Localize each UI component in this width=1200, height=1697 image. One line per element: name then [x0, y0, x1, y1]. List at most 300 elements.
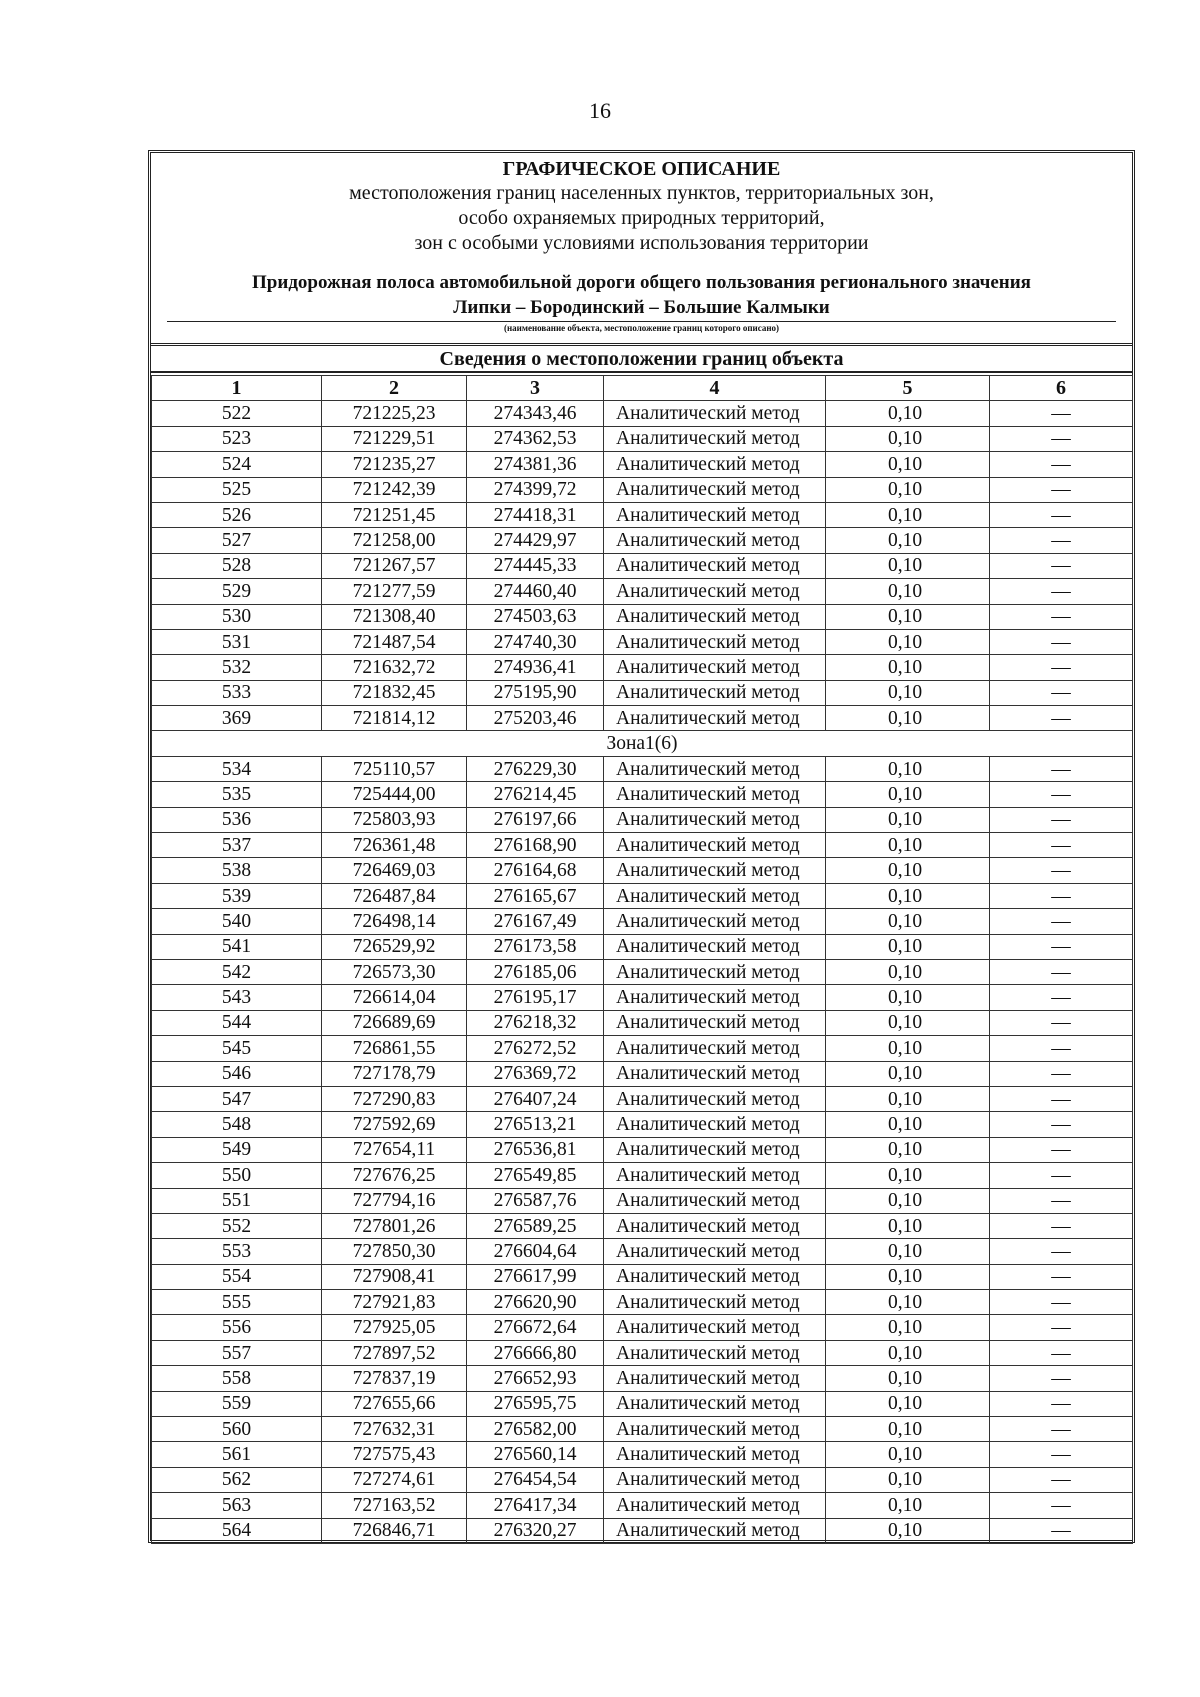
method-cell: Аналитический метод	[604, 655, 826, 680]
y-coordinate-cell: 275203,46	[467, 706, 604, 731]
description-cell: —	[990, 706, 1133, 731]
accuracy-cell: 0,10	[826, 579, 990, 604]
point-number-cell: 538	[152, 858, 322, 883]
method-cell: Аналитический метод	[604, 629, 826, 654]
accuracy-cell: 0,10	[826, 807, 990, 832]
y-coordinate-cell: 276582,00	[467, 1417, 604, 1442]
table-row	[152, 909, 1133, 934]
table-row	[152, 1010, 1133, 1035]
method-cell: Аналитический метод	[604, 1493, 826, 1518]
y-coordinate-cell: 276595,75	[467, 1391, 604, 1416]
y-coordinate-cell: 276167,49	[467, 909, 604, 934]
table-row	[152, 959, 1133, 984]
y-coordinate-cell: 276536,81	[467, 1137, 604, 1162]
point-number-cell: 563	[152, 1493, 322, 1518]
method-cell: Аналитический метод	[604, 1036, 826, 1061]
accuracy-cell: 0,10	[826, 1112, 990, 1137]
y-coordinate-cell: 276195,17	[467, 985, 604, 1010]
accuracy-cell: 0,10	[826, 1264, 990, 1289]
method-cell: Аналитический метод	[604, 909, 826, 934]
x-coordinate-cell: 721225,23	[322, 401, 467, 426]
description-cell: —	[990, 604, 1133, 629]
y-coordinate-cell: 274429,97	[467, 528, 604, 553]
y-coordinate-cell: 276589,25	[467, 1213, 604, 1238]
page-number: 16	[589, 98, 611, 123]
point-number-cell: 562	[152, 1467, 322, 1492]
accuracy-cell: 0,10	[826, 655, 990, 680]
subtitle-line-3: зон с особыми условиями использования территории	[414, 232, 869, 254]
accuracy-cell: 0,10	[826, 1315, 990, 1340]
point-number-cell: 548	[152, 1112, 322, 1137]
point-number-cell: 532	[152, 655, 322, 680]
y-coordinate-cell: 276164,68	[467, 858, 604, 883]
x-coordinate-cell: 727592,69	[322, 1112, 467, 1137]
accuracy-cell: 0,10	[826, 1467, 990, 1492]
description-cell: —	[990, 629, 1133, 654]
y-coordinate-cell: 276165,67	[467, 883, 604, 908]
y-coordinate-cell: 274418,31	[467, 502, 604, 527]
description-cell: —	[990, 1493, 1133, 1518]
description-cell: —	[990, 985, 1133, 1010]
point-number-cell: 539	[152, 883, 322, 908]
accuracy-cell: 0,10	[826, 680, 990, 705]
point-number-cell: 552	[152, 1213, 322, 1238]
table-row	[152, 756, 1133, 781]
table-row	[152, 426, 1133, 451]
description-cell: —	[990, 1315, 1133, 1340]
accuracy-cell: 0,10	[826, 553, 990, 578]
point-number-cell: 542	[152, 959, 322, 984]
description-cell: —	[990, 1366, 1133, 1391]
table-row	[152, 553, 1133, 578]
description-cell: —	[990, 858, 1133, 883]
table-row	[152, 706, 1133, 731]
table-row	[152, 629, 1133, 654]
x-coordinate-cell: 727850,30	[322, 1239, 467, 1264]
y-coordinate-cell: 276604,64	[467, 1239, 604, 1264]
y-coordinate-cell: 276513,21	[467, 1112, 604, 1137]
x-coordinate-cell: 727801,26	[322, 1213, 467, 1238]
point-number-cell: 524	[152, 452, 322, 477]
accuracy-cell: 0,10	[826, 452, 990, 477]
y-coordinate-cell: 274460,40	[467, 579, 604, 604]
point-number-cell: 528	[152, 553, 322, 578]
table-row	[152, 477, 1133, 502]
y-coordinate-cell: 274445,33	[467, 553, 604, 578]
point-number-cell: 531	[152, 629, 322, 654]
description-cell: —	[990, 883, 1133, 908]
accuracy-cell: 0,10	[826, 1340, 990, 1365]
x-coordinate-cell: 727274,61	[322, 1467, 467, 1492]
header-block	[151, 153, 1132, 346]
description-cell: —	[990, 807, 1133, 832]
point-number-cell: 547	[152, 1086, 322, 1111]
x-coordinate-cell: 727655,66	[322, 1391, 467, 1416]
y-coordinate-cell: 276560,14	[467, 1442, 604, 1467]
description-cell: —	[990, 553, 1133, 578]
accuracy-cell: 0,10	[826, 604, 990, 629]
x-coordinate-cell: 727178,79	[322, 1061, 467, 1086]
table-row	[152, 401, 1133, 426]
accuracy-cell: 0,10	[826, 909, 990, 934]
x-coordinate-cell: 726529,92	[322, 934, 467, 959]
x-coordinate-cell: 727575,43	[322, 1442, 467, 1467]
x-coordinate-cell: 721267,57	[322, 553, 467, 578]
x-coordinate-cell: 726487,84	[322, 883, 467, 908]
point-number-cell: 523	[152, 426, 322, 451]
method-cell: Аналитический метод	[604, 782, 826, 807]
table-row	[152, 1239, 1133, 1264]
table-row	[152, 655, 1133, 680]
table-row	[152, 1493, 1133, 1518]
y-coordinate-cell: 274381,36	[467, 452, 604, 477]
table-row	[152, 1467, 1133, 1492]
description-cell: —	[990, 401, 1133, 426]
y-coordinate-cell: 276454,54	[467, 1467, 604, 1492]
method-cell: Аналитический метод	[604, 833, 826, 858]
method-cell: Аналитический метод	[604, 452, 826, 477]
object-name-note: (наименование объекта, местоположение границ которого описано)	[503, 323, 780, 333]
x-coordinate-cell: 727837,19	[322, 1366, 467, 1391]
method-cell: Аналитический метод	[604, 985, 826, 1010]
description-cell: —	[990, 680, 1133, 705]
table-row	[152, 858, 1133, 883]
point-number-cell: 564	[152, 1518, 322, 1543]
table-row	[152, 883, 1133, 908]
point-number-cell: 550	[152, 1163, 322, 1188]
accuracy-cell: 0,10	[826, 1010, 990, 1035]
description-cell: —	[990, 477, 1133, 502]
x-coordinate-cell: 726361,48	[322, 833, 467, 858]
method-cell: Аналитический метод	[604, 680, 826, 705]
method-cell: Аналитический метод	[604, 1315, 826, 1340]
method-cell: Аналитический метод	[604, 604, 826, 629]
method-cell: Аналитический метод	[604, 883, 826, 908]
x-coordinate-cell: 726469,03	[322, 858, 467, 883]
accuracy-cell: 0,10	[826, 883, 990, 908]
x-coordinate-cell: 726573,30	[322, 959, 467, 984]
method-cell: Аналитический метод	[604, 426, 826, 451]
method-cell: Аналитический метод	[604, 1340, 826, 1365]
method-cell: Аналитический метод	[604, 1163, 826, 1188]
x-coordinate-cell: 727925,05	[322, 1315, 467, 1340]
method-cell: Аналитический метод	[604, 959, 826, 984]
method-cell: Аналитический метод	[604, 1264, 826, 1289]
point-number-cell: 559	[152, 1391, 322, 1416]
column-header-1: 1	[152, 376, 322, 401]
accuracy-cell: 0,10	[826, 1366, 990, 1391]
table-row	[152, 1112, 1133, 1137]
column-header-5: 5	[826, 376, 990, 401]
point-number-cell: 526	[152, 502, 322, 527]
x-coordinate-cell: 727897,52	[322, 1340, 467, 1365]
accuracy-cell: 0,10	[826, 1518, 990, 1543]
table-row	[152, 1391, 1133, 1416]
point-number-cell: 545	[152, 1036, 322, 1061]
description-cell: —	[990, 833, 1133, 858]
accuracy-cell: 0,10	[826, 1188, 990, 1213]
accuracy-cell: 0,10	[826, 1493, 990, 1518]
point-number-cell: 525	[152, 477, 322, 502]
column-header-2: 2	[322, 376, 467, 401]
description-cell: —	[990, 959, 1133, 984]
description-cell: —	[990, 1188, 1133, 1213]
object-name-line-1: Придорожная полоса автомобильной дороги общего пользования регионального значения	[252, 272, 1031, 293]
x-coordinate-cell: 727654,11	[322, 1137, 467, 1162]
method-cell: Аналитический метод	[604, 1188, 826, 1213]
description-cell: —	[990, 1442, 1133, 1467]
method-cell: Аналитический метод	[604, 502, 826, 527]
accuracy-cell: 0,10	[826, 706, 990, 731]
accuracy-cell: 0,10	[826, 1290, 990, 1315]
method-cell: Аналитический метод	[604, 1442, 826, 1467]
y-coordinate-cell: 276620,90	[467, 1290, 604, 1315]
point-number-cell: 553	[152, 1239, 322, 1264]
accuracy-cell: 0,10	[826, 1442, 990, 1467]
y-coordinate-cell: 276666,80	[467, 1340, 604, 1365]
point-number-cell: 551	[152, 1188, 322, 1213]
method-cell: Аналитический метод	[604, 756, 826, 781]
accuracy-cell: 0,10	[826, 1086, 990, 1111]
method-cell: Аналитический метод	[604, 477, 826, 502]
x-coordinate-cell: 727290,83	[322, 1086, 467, 1111]
point-number-cell: 535	[152, 782, 322, 807]
point-number-cell: 537	[152, 833, 322, 858]
accuracy-cell: 0,10	[826, 1391, 990, 1416]
accuracy-cell: 0,10	[826, 1163, 990, 1188]
point-number-cell: 536	[152, 807, 322, 832]
description-cell: —	[990, 1340, 1133, 1365]
table-row	[152, 1442, 1133, 1467]
description-cell: —	[990, 1417, 1133, 1442]
description-cell: —	[990, 756, 1133, 781]
point-number-cell: 558	[152, 1366, 322, 1391]
table-row	[152, 1290, 1133, 1315]
description-cell: —	[990, 1137, 1133, 1162]
description-cell: —	[990, 528, 1133, 553]
point-number-cell: 561	[152, 1442, 322, 1467]
x-coordinate-cell: 721814,12	[322, 706, 467, 731]
point-number-cell: 549	[152, 1137, 322, 1162]
accuracy-cell: 0,10	[826, 1036, 990, 1061]
column-header-3: 3	[467, 376, 604, 401]
description-cell: —	[990, 502, 1133, 527]
description-cell: —	[990, 655, 1133, 680]
table-row	[152, 1061, 1133, 1086]
table-header-row	[152, 376, 1133, 401]
x-coordinate-cell: 721632,72	[322, 655, 467, 680]
coordinates-table	[151, 375, 1133, 1544]
description-cell: —	[990, 1391, 1133, 1416]
y-coordinate-cell: 276218,32	[467, 1010, 604, 1035]
method-cell: Аналитический метод	[604, 1417, 826, 1442]
y-coordinate-cell: 276587,76	[467, 1188, 604, 1213]
x-coordinate-cell: 725444,00	[322, 782, 467, 807]
object-name-underline	[167, 321, 1116, 322]
accuracy-cell: 0,10	[826, 477, 990, 502]
method-cell: Аналитический метод	[604, 1061, 826, 1086]
method-cell: Аналитический метод	[604, 1290, 826, 1315]
accuracy-cell: 0,10	[826, 528, 990, 553]
point-number-cell: 527	[152, 528, 322, 553]
y-coordinate-cell: 276549,85	[467, 1163, 604, 1188]
x-coordinate-cell: 727794,16	[322, 1188, 467, 1213]
x-coordinate-cell: 726846,71	[322, 1518, 467, 1543]
table-row	[152, 833, 1133, 858]
point-number-cell: 541	[152, 934, 322, 959]
accuracy-cell: 0,10	[826, 985, 990, 1010]
x-coordinate-cell: 726498,14	[322, 909, 467, 934]
method-cell: Аналитический метод	[604, 858, 826, 883]
accuracy-cell: 0,10	[826, 1213, 990, 1238]
accuracy-cell: 0,10	[826, 401, 990, 426]
point-number-cell: 369	[152, 706, 322, 731]
y-coordinate-cell: 276407,24	[467, 1086, 604, 1111]
point-number-cell: 530	[152, 604, 322, 629]
y-coordinate-cell: 276672,64	[467, 1315, 604, 1340]
point-number-cell: 557	[152, 1340, 322, 1365]
accuracy-cell: 0,10	[826, 959, 990, 984]
table-row	[152, 1315, 1133, 1340]
x-coordinate-cell: 726689,69	[322, 1010, 467, 1035]
y-coordinate-cell: 276229,30	[467, 756, 604, 781]
point-number-cell: 546	[152, 1061, 322, 1086]
y-coordinate-cell: 274399,72	[467, 477, 604, 502]
y-coordinate-cell: 276617,99	[467, 1264, 604, 1289]
description-cell: —	[990, 1239, 1133, 1264]
y-coordinate-cell: 276185,06	[467, 959, 604, 984]
method-cell: Аналитический метод	[604, 1010, 826, 1035]
y-coordinate-cell: 274936,41	[467, 655, 604, 680]
point-number-cell: 522	[152, 401, 322, 426]
accuracy-cell: 0,10	[826, 833, 990, 858]
zone-label: Зона1(6)	[152, 731, 1133, 756]
x-coordinate-cell: 727163,52	[322, 1493, 467, 1518]
y-coordinate-cell: 274503,63	[467, 604, 604, 629]
point-number-cell: 534	[152, 756, 322, 781]
description-cell: —	[990, 579, 1133, 604]
x-coordinate-cell: 721487,54	[322, 629, 467, 654]
point-number-cell: 540	[152, 909, 322, 934]
x-coordinate-cell: 727908,41	[322, 1264, 467, 1289]
x-coordinate-cell: 721229,51	[322, 426, 467, 451]
x-coordinate-cell: 725110,57	[322, 756, 467, 781]
table-body	[152, 401, 1133, 1544]
description-cell: —	[990, 934, 1133, 959]
table-row	[152, 1518, 1133, 1543]
table-row	[152, 528, 1133, 553]
table-row	[152, 1264, 1133, 1289]
description-cell: —	[990, 1036, 1133, 1061]
y-coordinate-cell: 276369,72	[467, 1061, 604, 1086]
table-row	[152, 1163, 1133, 1188]
table-row	[152, 1036, 1133, 1061]
point-number-cell: 560	[152, 1417, 322, 1442]
method-cell: Аналитический метод	[604, 579, 826, 604]
y-coordinate-cell: 276214,45	[467, 782, 604, 807]
x-coordinate-cell: 727676,25	[322, 1163, 467, 1188]
document-frame	[148, 150, 1135, 1543]
x-coordinate-cell: 727921,83	[322, 1290, 467, 1315]
method-cell: Аналитический метод	[604, 934, 826, 959]
table-row	[152, 1086, 1133, 1111]
accuracy-cell: 0,10	[826, 934, 990, 959]
x-coordinate-cell: 721235,27	[322, 452, 467, 477]
accuracy-cell: 0,10	[826, 1239, 990, 1264]
y-coordinate-cell: 276173,58	[467, 934, 604, 959]
table-row	[152, 1137, 1133, 1162]
x-coordinate-cell: 721832,45	[322, 680, 467, 705]
accuracy-cell: 0,10	[826, 782, 990, 807]
method-cell: Аналитический метод	[604, 807, 826, 832]
table-row	[152, 1417, 1133, 1442]
accuracy-cell: 0,10	[826, 629, 990, 654]
x-coordinate-cell: 721277,59	[322, 579, 467, 604]
method-cell: Аналитический метод	[604, 1467, 826, 1492]
description-cell: —	[990, 452, 1133, 477]
x-coordinate-cell: 721242,39	[322, 477, 467, 502]
x-coordinate-cell: 721258,00	[322, 528, 467, 553]
table-row	[152, 1188, 1133, 1213]
x-coordinate-cell: 725803,93	[322, 807, 467, 832]
method-cell: Аналитический метод	[604, 706, 826, 731]
table-row	[152, 452, 1133, 477]
y-coordinate-cell: 274740,30	[467, 629, 604, 654]
method-cell: Аналитический метод	[604, 1366, 826, 1391]
y-coordinate-cell: 276417,34	[467, 1493, 604, 1518]
document-title: ГРАФИЧЕСКОЕ ОПИСАНИЕ	[502, 158, 781, 180]
y-coordinate-cell: 276652,93	[467, 1366, 604, 1391]
table-row	[152, 579, 1133, 604]
column-header-6: 6	[990, 376, 1133, 401]
subtitle-line-2: особо охраняемых природных территорий,	[458, 207, 825, 229]
method-cell: Аналитический метод	[604, 528, 826, 553]
description-cell: —	[990, 1010, 1133, 1035]
y-coordinate-cell: 274362,53	[467, 426, 604, 451]
subtitle-line-1: местоположения границ населенных пунктов, территориальных зон,	[349, 182, 934, 204]
method-cell: Аналитический метод	[604, 1391, 826, 1416]
y-coordinate-cell: 276272,52	[467, 1036, 604, 1061]
x-coordinate-cell: 721251,45	[322, 502, 467, 527]
point-number-cell: 554	[152, 1264, 322, 1289]
point-number-cell: 555	[152, 1290, 322, 1315]
method-cell: Аналитический метод	[604, 1112, 826, 1137]
x-coordinate-cell: 726861,55	[322, 1036, 467, 1061]
description-cell: —	[990, 1518, 1133, 1543]
description-cell: —	[990, 1467, 1133, 1492]
table-row	[152, 985, 1133, 1010]
x-coordinate-cell: 721308,40	[322, 604, 467, 629]
method-cell: Аналитический метод	[604, 1086, 826, 1111]
description-cell: —	[990, 1112, 1133, 1137]
point-number-cell: 543	[152, 985, 322, 1010]
table-row	[152, 807, 1133, 832]
method-cell: Аналитический метод	[604, 1518, 826, 1543]
point-number-cell: 544	[152, 1010, 322, 1035]
point-number-cell: 533	[152, 680, 322, 705]
method-cell: Аналитический метод	[604, 553, 826, 578]
description-cell: —	[990, 909, 1133, 934]
accuracy-cell: 0,10	[826, 502, 990, 527]
method-cell: Аналитический метод	[604, 1213, 826, 1238]
x-coordinate-cell: 727632,31	[322, 1417, 467, 1442]
y-coordinate-cell: 276197,66	[467, 807, 604, 832]
table-row	[152, 1340, 1133, 1365]
description-cell: —	[990, 1061, 1133, 1086]
table-row	[152, 934, 1133, 959]
y-coordinate-cell: 276320,27	[467, 1518, 604, 1543]
accuracy-cell: 0,10	[826, 426, 990, 451]
